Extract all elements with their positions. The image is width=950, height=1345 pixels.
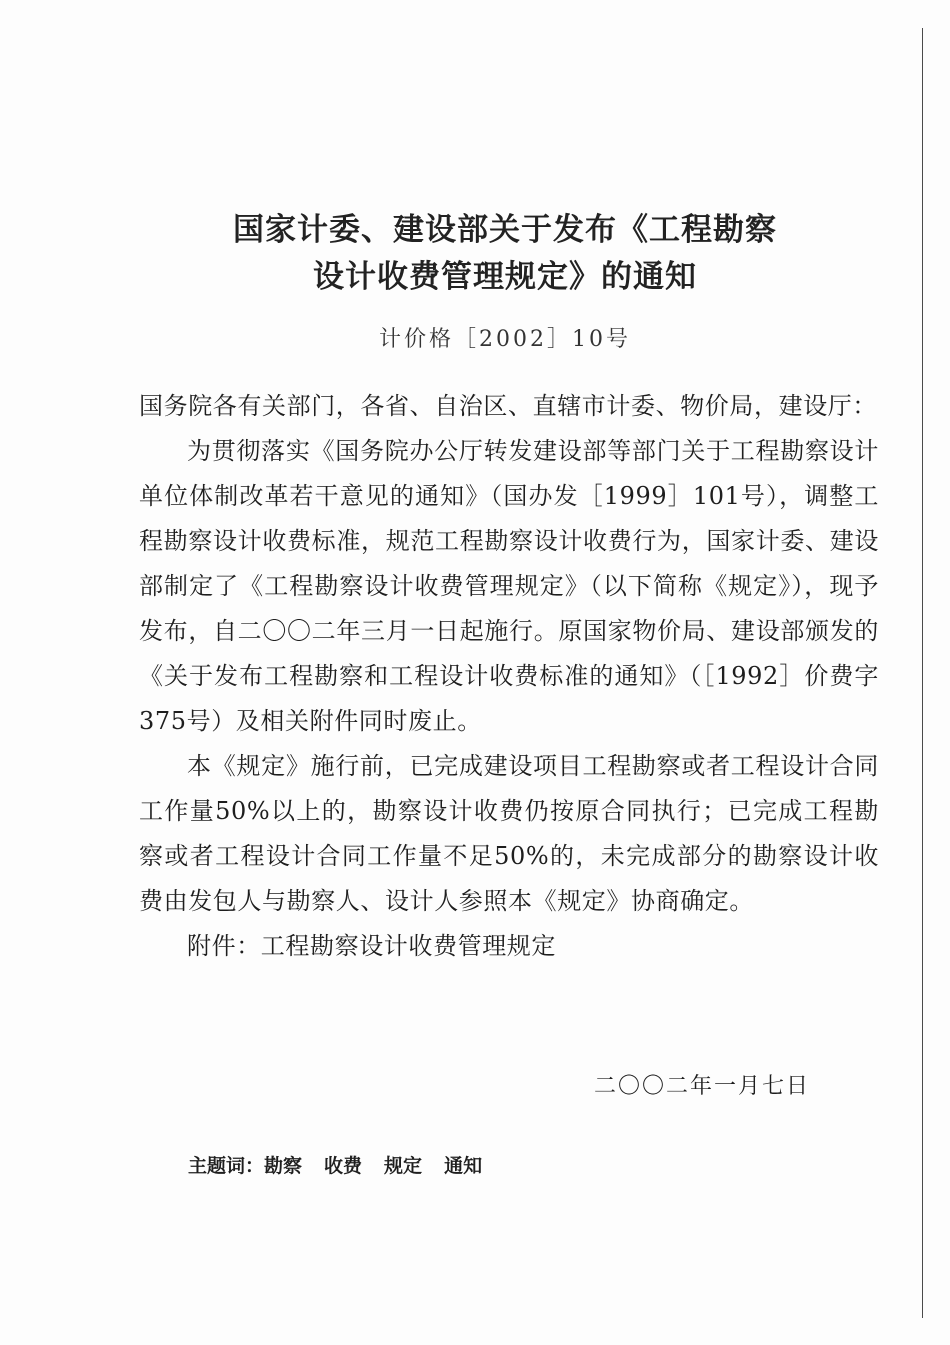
document-title-line2: 设计收费管理规定》的通知 xyxy=(313,259,697,295)
body-paragraph-1: 为贯彻落实《国务院办公厅转发建设部等部门关于工程勘察设计单位体制改革若干意见的通知》（国办发［1999］101号），调整工程勘察设计收费标准，规范工程勘察设计收费行为，国家计委、建设部制定了《工程勘察设计收费管理规定》（以下简称《规定》），现予发布，自二〇〇二年三月一日起施行。原国家物价局、建设部颁发的《关于发布工程勘察和工程设计收费标准的通知》（［1992］价费字375号）及相关附件同时废止。 xyxy=(139,437,879,735)
keyword-2: 收费 xyxy=(324,1155,363,1177)
scan-edge-line xyxy=(922,28,923,1318)
keywords-label: 主题词： xyxy=(188,1155,265,1177)
keywords-line xyxy=(188,1151,504,1178)
keyword-3: 规定 xyxy=(384,1155,423,1177)
body-paragraph-2: 本《规定》施行前，已完成建设项目工程勘察或者工程设计合同工作量50%以上的，勘察设计收费仍按原合同执行；已完成工程勘察或者工程设计合同工作量不足50%的，未完成部分的勘察设计收费由发包人与勘察人、设计人参照本《规定》协商确定。 xyxy=(139,752,879,915)
document-title-line1: 国家计委、建设部关于发布《工程勘察 xyxy=(233,212,777,248)
attachment-line: 附件：工程勘察设计收费管理规定 xyxy=(187,932,556,960)
document-body xyxy=(139,384,879,969)
keyword-1: 勘察 xyxy=(264,1155,303,1177)
document-date: 二〇〇二年一月七日 xyxy=(594,1074,811,1099)
addressee: 国务院各有关部门，各省、自治区、直辖市计委、物价局，建设厅： xyxy=(139,392,877,420)
document-number: 计价格［2002］10号 xyxy=(379,327,631,352)
keyword-4: 通知 xyxy=(444,1155,483,1177)
